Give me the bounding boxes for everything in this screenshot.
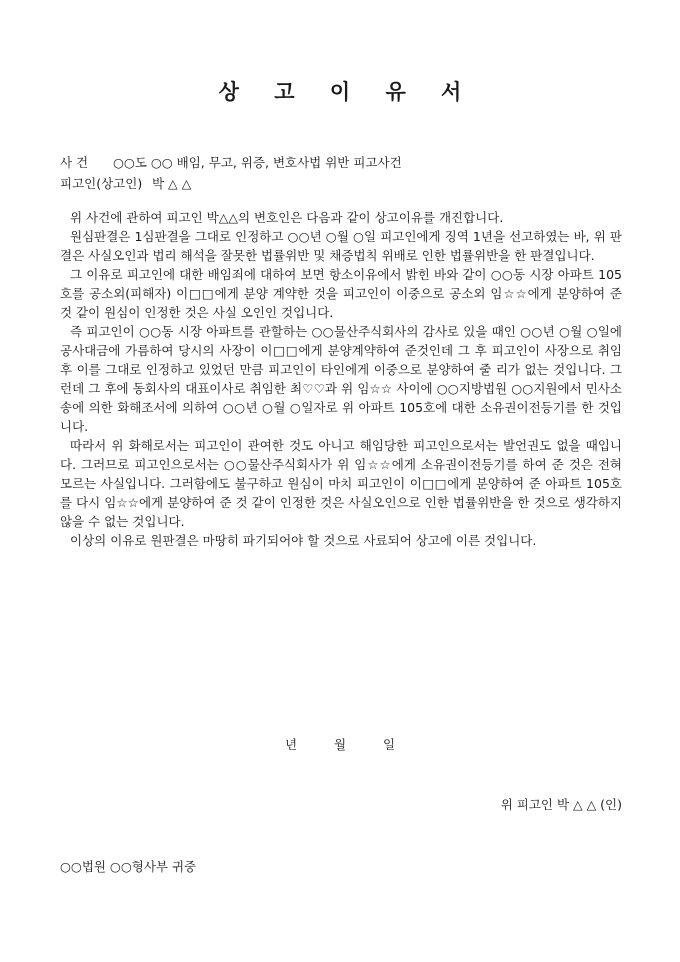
defendant-value: 박 △ △ — [152, 176, 192, 191]
case-value: ○○도 ○○ 배임, 무고, 위증, 변호사법 위반 피고사건 — [113, 155, 402, 170]
date-month: 월 — [334, 737, 347, 752]
document-title: 상 고 이 유 서 — [218, 79, 476, 104]
date-day: 일 — [383, 737, 396, 752]
recipient-line: ○○법원 ○○형사부 귀중 — [60, 859, 197, 874]
signature-line: 위 피고인 박 △ △ (인) — [500, 797, 622, 812]
paragraph-1: 위 사건에 관하여 피고인 박△△의 변호인은 다음과 같이 상고이유를 개진합니다. — [70, 210, 504, 225]
paragraph-6: 이상의 이유로 원판결은 마땅히 파기되어야 할 것으로 사료되어 상고에 이른 것입니다. — [70, 533, 537, 548]
defendant-line — [60, 174, 191, 192]
case-label: 사 건 — [60, 155, 89, 170]
case-line — [60, 153, 402, 171]
paragraph-3: 그 이유로 피고인에 대한 배임죄에 대하여 보면 항소이유에서 밝힌 바와 같이 ○○동 시장 아파트 105호를 공소외(피해자) 이□□에게 분양 계약한 것을 피고인이 이중으로 공소외 임☆☆에게 분양하여 준 것 같이 원심이 인정한 것은 사실 오인인 것입니다. — [60, 267, 622, 320]
paragraph-2: 원심판결은 1심판결을 그대로 인정하고 ○○년 ○월 ○일 피고인에게 징역 1년을 선고하였는 바, 위 판결은 사실오인과 법리 해석을 잘못한 법률위반 및 채증법칙 위배로 인한 법률위반을 한 판결입니다. — [60, 229, 622, 263]
paragraph-5: 따라서 위 화해로서는 피고인이 관여한 것도 아니고 해임당한 피고인으로서는 발언권도 없을 때입니다. 그러므로 피고인으로서는 ○○물산주식회사가 위 임☆☆에게 소유권이전등기를 하여 준 것은 전혀 모르는 사실입니다. 그러함에도 불구하고 원심이 마치 피고인이 이□□에게 분양하여 준 아파트 105호를 다시 임☆☆에게 분양하여 준 것 같이 인정한 것은 사실오인으로 인한 법률위반을 한 것으로 생각하지 않을 수 없는 것입니다. — [60, 438, 622, 529]
body-text — [60, 208, 622, 550]
date-year: 년 — [285, 737, 298, 752]
defendant-label: 피고인(상고인) — [60, 176, 143, 191]
paragraph-4: 즉 피고인이 ○○동 시장 아파트를 관할하는 ○○물산주식회사의 감사로 있을 때인 ○○년 ○월 ○일에 공사대금에 가름하여 당시의 사장이 이□□에게 분양계약하여 준것인데 그 후 피고인이 사장으로 취임 후 이를 그대로 인정하고 있었던 만큼 피고인이 타인에게 이중으로 분양하여 줄 리가 없는 것입니다. 그런데 그 후에 동회사의 대표이사로 취임한 최♡♡과 위 임☆☆ 사이에 ○○지방법원 ○○지원에서 민사소송에 의한 화해조서에 의하여 ○○년 ○월 ○일자로 위 아파트 105호에 대한 소유권이전등기를 한 것입니다. — [60, 324, 622, 434]
